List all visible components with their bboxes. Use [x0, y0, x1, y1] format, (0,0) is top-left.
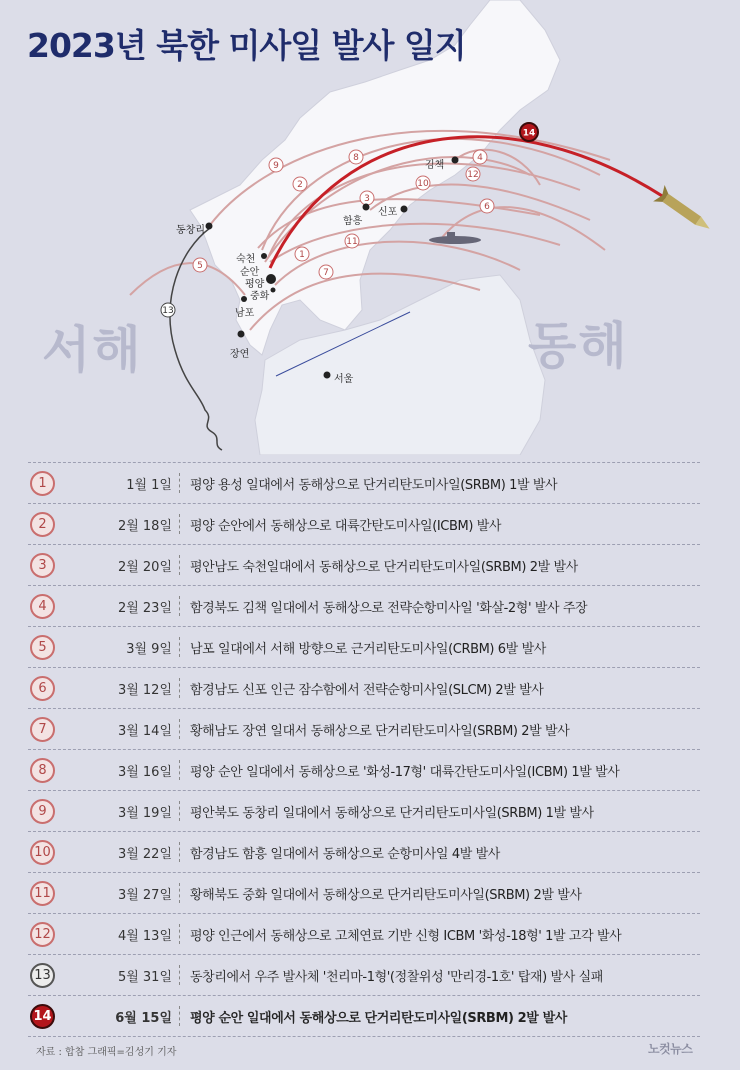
route-badge-12: [466, 167, 480, 181]
row-separator: [179, 514, 180, 534]
row-separator: [179, 801, 180, 821]
event-number-badge: 11: [30, 881, 55, 906]
event-row: [28, 668, 700, 709]
event-date: 2월 23일: [117, 601, 172, 616]
route-badge-13: [161, 303, 175, 317]
sea-west-label: 서해: [42, 321, 143, 379]
place-hamhung: 함흥: [343, 216, 363, 227]
route-badge-10: [416, 176, 430, 190]
event-number-badge: 2: [30, 512, 55, 537]
place-sukchon: 숙천: [236, 254, 256, 265]
event-row: [28, 791, 700, 832]
svg-text:8: 8: [353, 153, 359, 163]
row-separator: [179, 883, 180, 903]
event-number-badge: 5: [30, 635, 55, 660]
route-badge-3: [360, 191, 374, 205]
svg-text:10: 10: [417, 179, 429, 189]
route-badge-2: [293, 177, 307, 191]
place-sunan: 순안: [240, 267, 260, 278]
svg-text:5: 5: [197, 261, 203, 271]
row-separator: [179, 555, 180, 575]
place-seoul: 서울: [334, 374, 354, 385]
event-row: [28, 545, 700, 586]
event-row: [28, 996, 700, 1037]
event-number-badge: 6: [30, 676, 55, 701]
event-date: 3월 16일: [117, 765, 172, 780]
event-date: 4월 13일: [117, 929, 172, 944]
row-separator: [179, 842, 180, 862]
event-description: 남포 일대에서 서해 방향으로 근거리탄도미사일(CRBM) 6발 발사: [190, 642, 546, 657]
event-description: 황해남도 장연 일대서 동해상으로 단거리탄도미사일(SRBM) 2발 발사: [190, 724, 570, 739]
event-number-badge: 14: [30, 1004, 55, 1029]
event-number-badge: 13: [30, 963, 55, 988]
missile-map: [0, 0, 740, 455]
svg-text:3: 3: [364, 194, 370, 204]
row-separator: [179, 760, 180, 780]
event-number-badge: 9: [30, 799, 55, 824]
sea-east-label: 동해: [528, 317, 629, 375]
event-date: 2월 18일: [117, 519, 172, 534]
submarine-illustration: [429, 232, 481, 244]
event-row: [28, 955, 700, 996]
event-description: 평양 인근에서 동해상으로 고체연료 기반 신형 ICBM '화성-18형' 1발 고각 발사: [190, 929, 622, 944]
row-separator: [179, 719, 180, 739]
event-description: 동창리에서 우주 발사체 '천리마-1형'(정찰위성 '만리경-1호' 탑재) 발사 실패: [190, 970, 603, 985]
svg-text:2: 2: [297, 180, 303, 190]
event-row: [28, 627, 700, 668]
route-badge-6: [480, 199, 494, 213]
row-separator: [179, 924, 180, 944]
place-junghwa: 중화: [250, 291, 270, 302]
place-nampo: 남포: [235, 308, 255, 319]
event-description: 함경남도 함흥 일대에서 동해상으로 순항미사일 4발 발사: [190, 847, 500, 862]
route-badge-14: [520, 123, 538, 141]
row-separator: [179, 596, 180, 616]
place-kimchaek: 김책: [425, 160, 445, 171]
route-badge-9: [269, 158, 283, 172]
event-number-badge: 1: [30, 471, 55, 496]
publisher-logo: 노컷뉴스: [648, 1042, 693, 1056]
event-description: 평안남도 숙천일대에서 동해상으로 단거리탄도미사일(SRBM) 2발 발사: [190, 560, 578, 575]
svg-text:14: 14: [522, 128, 536, 139]
event-description: 황해북도 중화 일대에서 동해상으로 단거리탄도미사일(SRBM) 2발 발사: [190, 888, 582, 903]
svg-text:4: 4: [477, 153, 483, 163]
event-date: 3월 14일: [117, 724, 172, 739]
event-description: 평안북도 동창리 일대에서 동해상으로 단거리탄도미사일(SRBM) 1발 발사: [190, 806, 594, 821]
route-badge-7: [319, 265, 333, 279]
route-badge-8: [349, 150, 363, 164]
event-date: 1월 1일: [126, 478, 172, 493]
event-description: 함경북도 김책 일대에서 동해상으로 전략순항미사일 '화살-2형' 발사 주장: [190, 601, 588, 616]
event-number-badge: 3: [30, 553, 55, 578]
event-date: 2월 20일: [117, 560, 172, 575]
event-date: 3월 27일: [117, 888, 172, 903]
source-credit: 자료 : 합참 그래픽=김성기 기자: [36, 1047, 177, 1058]
rocket-illustration: [653, 185, 715, 237]
row-separator: [179, 1006, 180, 1026]
event-description: 평양 순안 일대에서 동해상으로 단거리탄도미사일(SRBM) 2발 발사: [190, 1011, 567, 1026]
route-badge-1: [295, 247, 309, 261]
event-row: [28, 832, 700, 873]
svg-text:9: 9: [273, 161, 279, 171]
event-date: 3월 12일: [117, 683, 172, 698]
route-badge-11: [345, 234, 359, 248]
event-row: [28, 873, 700, 914]
svg-text:11: 11: [346, 237, 358, 247]
place-sinpo: 신포: [378, 207, 398, 218]
row-separator: [179, 678, 180, 698]
route-badge-5: [193, 258, 207, 272]
event-row: [28, 462, 700, 504]
event-date: 6월 15일: [115, 1011, 172, 1026]
event-number-badge: 4: [30, 594, 55, 619]
event-description: 평양 용성 일대에서 동해상으로 단거리탄도미사일(SRBM) 1발 발사: [190, 478, 558, 493]
event-row: [28, 914, 700, 955]
event-date: 5월 31일: [117, 970, 172, 985]
event-description: 평양 순안에서 동해상으로 대륙간탄도미사일(ICBM) 발사: [190, 519, 502, 534]
place-dongchangri: 동창리: [176, 225, 205, 236]
event-description: 평양 순안 일대에서 동해상으로 '화성-17형' 대륙간탄도미사일(ICBM) 1발 발사: [190, 765, 620, 780]
row-separator: [179, 965, 180, 985]
event-date: 3월 9일: [126, 642, 172, 657]
event-list: [28, 462, 700, 1037]
svg-text:6: 6: [484, 202, 490, 212]
place-pyongyang: 평양: [245, 279, 265, 290]
event-date: 3월 22일: [117, 847, 172, 862]
place-jangyon: 장연: [230, 349, 250, 360]
event-row: [28, 750, 700, 791]
event-number-badge: 8: [30, 758, 55, 783]
event-row: [28, 709, 700, 750]
event-description: 함경남도 신포 인근 잠수함에서 전략순항미사일(SLCM) 2발 발사: [190, 683, 544, 698]
page-title: 2023년 북한 미사일 발사 일지: [27, 26, 466, 65]
event-number-badge: 10: [30, 840, 55, 865]
row-separator: [179, 473, 180, 493]
svg-text:1: 1: [299, 250, 305, 260]
svg-text:12: 12: [467, 170, 479, 180]
route-badge-4: [473, 150, 487, 164]
svg-text:7: 7: [323, 268, 329, 278]
svg-text:13: 13: [162, 306, 174, 316]
row-separator: [179, 637, 180, 657]
event-number-badge: 12: [30, 922, 55, 947]
event-row: [28, 586, 700, 627]
event-row: [28, 504, 700, 545]
event-date: 3월 19일: [117, 806, 172, 821]
event-number-badge: 7: [30, 717, 55, 742]
